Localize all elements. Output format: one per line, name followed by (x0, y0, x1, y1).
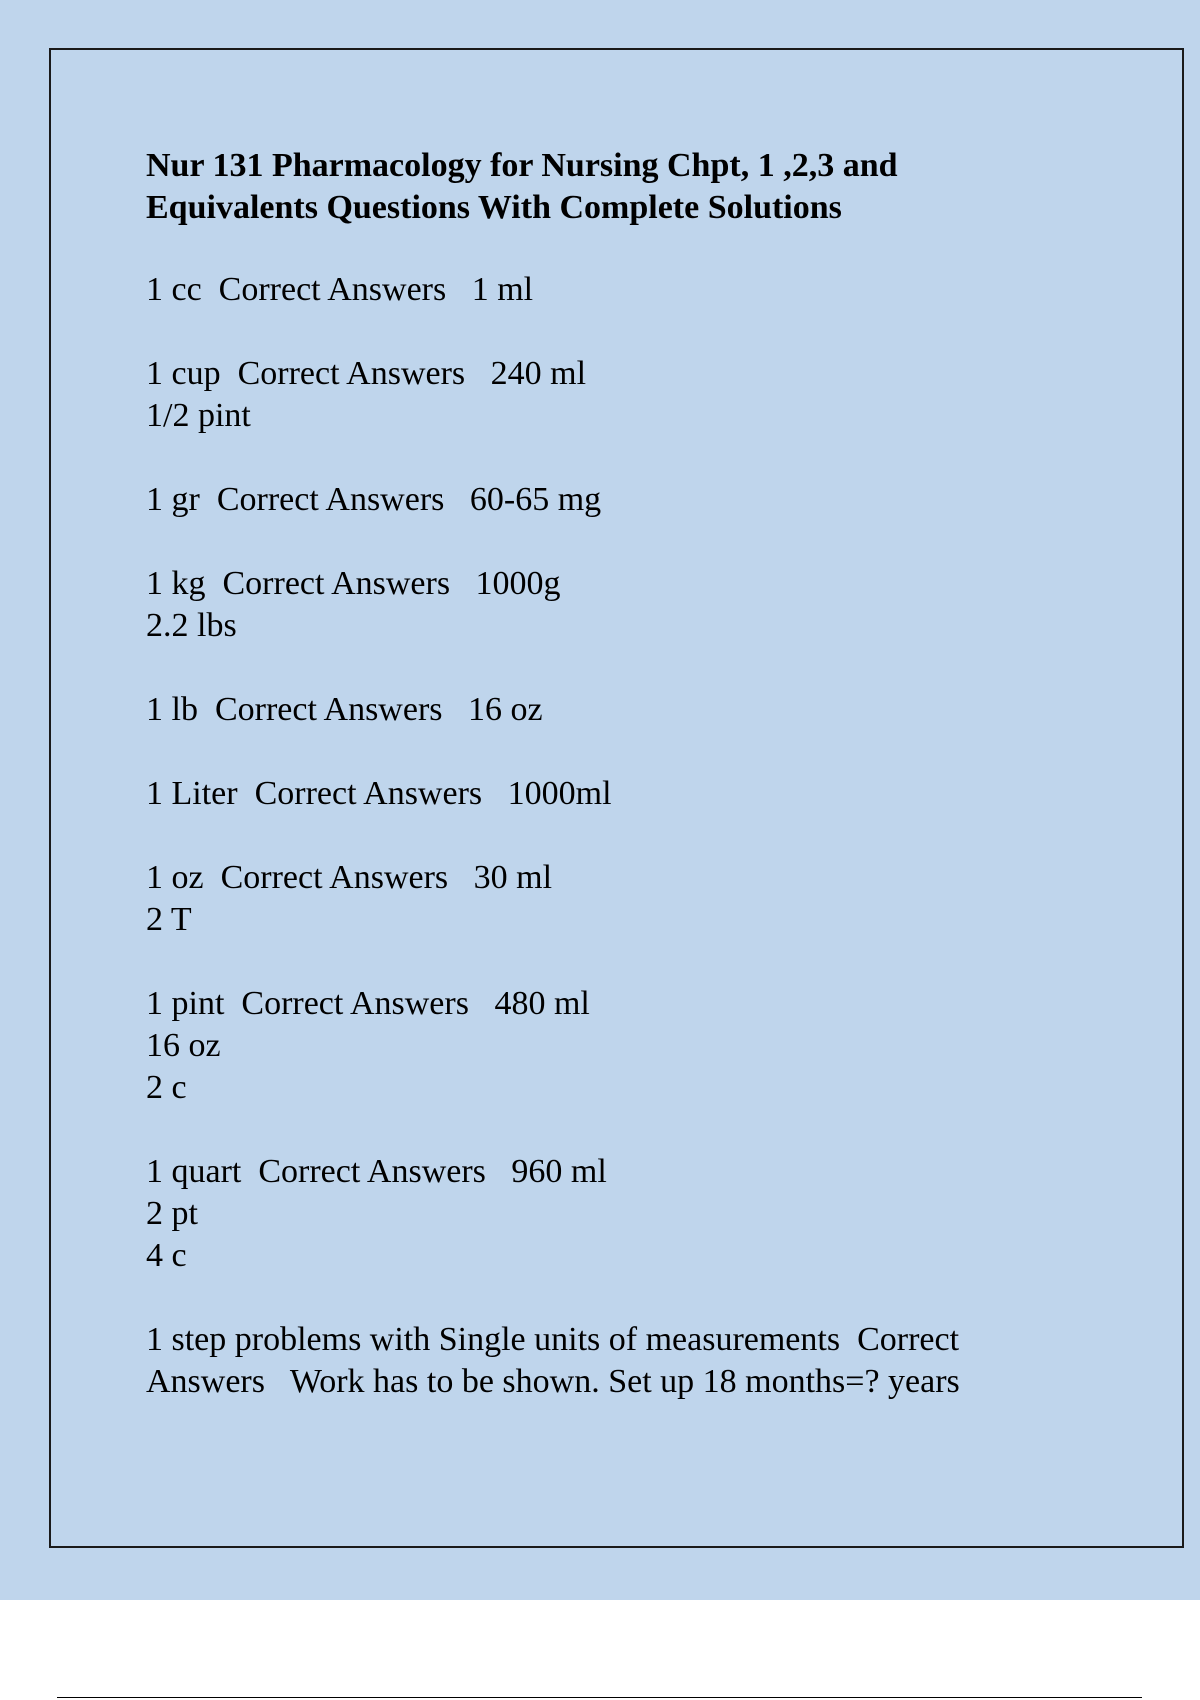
qa-item (146, 857, 1046, 941)
document-title: Nur 131 Pharmacology for Nursing Chpt, 1 ,2,3 and Equivalents Questions With Complete Solutions (146, 147, 898, 226)
qa-item (146, 689, 1046, 731)
qa-question-line: 1 oz Correct Answers 30 ml (146, 859, 553, 896)
qa-question-line: 1 gr Correct Answers 60-65 mg (146, 481, 602, 518)
qa-list (146, 269, 1046, 1403)
qa-item (146, 773, 1046, 815)
qa-item (146, 1151, 1046, 1277)
footer-divider (57, 1697, 1142, 1698)
qa-item (146, 353, 1046, 437)
qa-item (146, 1319, 1046, 1403)
qa-answer-line: 2 pt (146, 1195, 198, 1232)
qa-item (146, 983, 1046, 1109)
qa-answer-line: 4 c (146, 1237, 187, 1274)
qa-question-line: 1 Liter Correct Answers 1000ml (146, 775, 612, 812)
qa-answer-line: 2 c (146, 1069, 187, 1106)
qa-item (146, 479, 1046, 521)
qa-item (146, 563, 1046, 647)
qa-question-line: 1 pint Correct Answers 480 ml (146, 985, 590, 1022)
document-body (146, 145, 1046, 1445)
qa-answer-line: 16 oz (146, 1027, 221, 1064)
qa-question-line: 1 cup Correct Answers 240 ml (146, 355, 587, 392)
qa-answer-line: 2 T (146, 901, 192, 938)
qa-paragraph: 1 step problems with Single units of measurements Correct Answers Work has to be shown. Set up 18 months=? years (146, 1321, 966, 1400)
qa-question-line: 1 kg Correct Answers 1000g (146, 565, 561, 602)
qa-question-line: 1 quart Correct Answers 960 ml (146, 1153, 607, 1190)
qa-question-line: 1 cc Correct Answers 1 ml (146, 271, 534, 308)
qa-answer-line: 1/2 pint (146, 397, 251, 434)
qa-item (146, 269, 1046, 311)
qa-question-line: 1 lb Correct Answers 16 oz (146, 691, 543, 728)
qa-answer-line: 2.2 lbs (146, 607, 237, 644)
